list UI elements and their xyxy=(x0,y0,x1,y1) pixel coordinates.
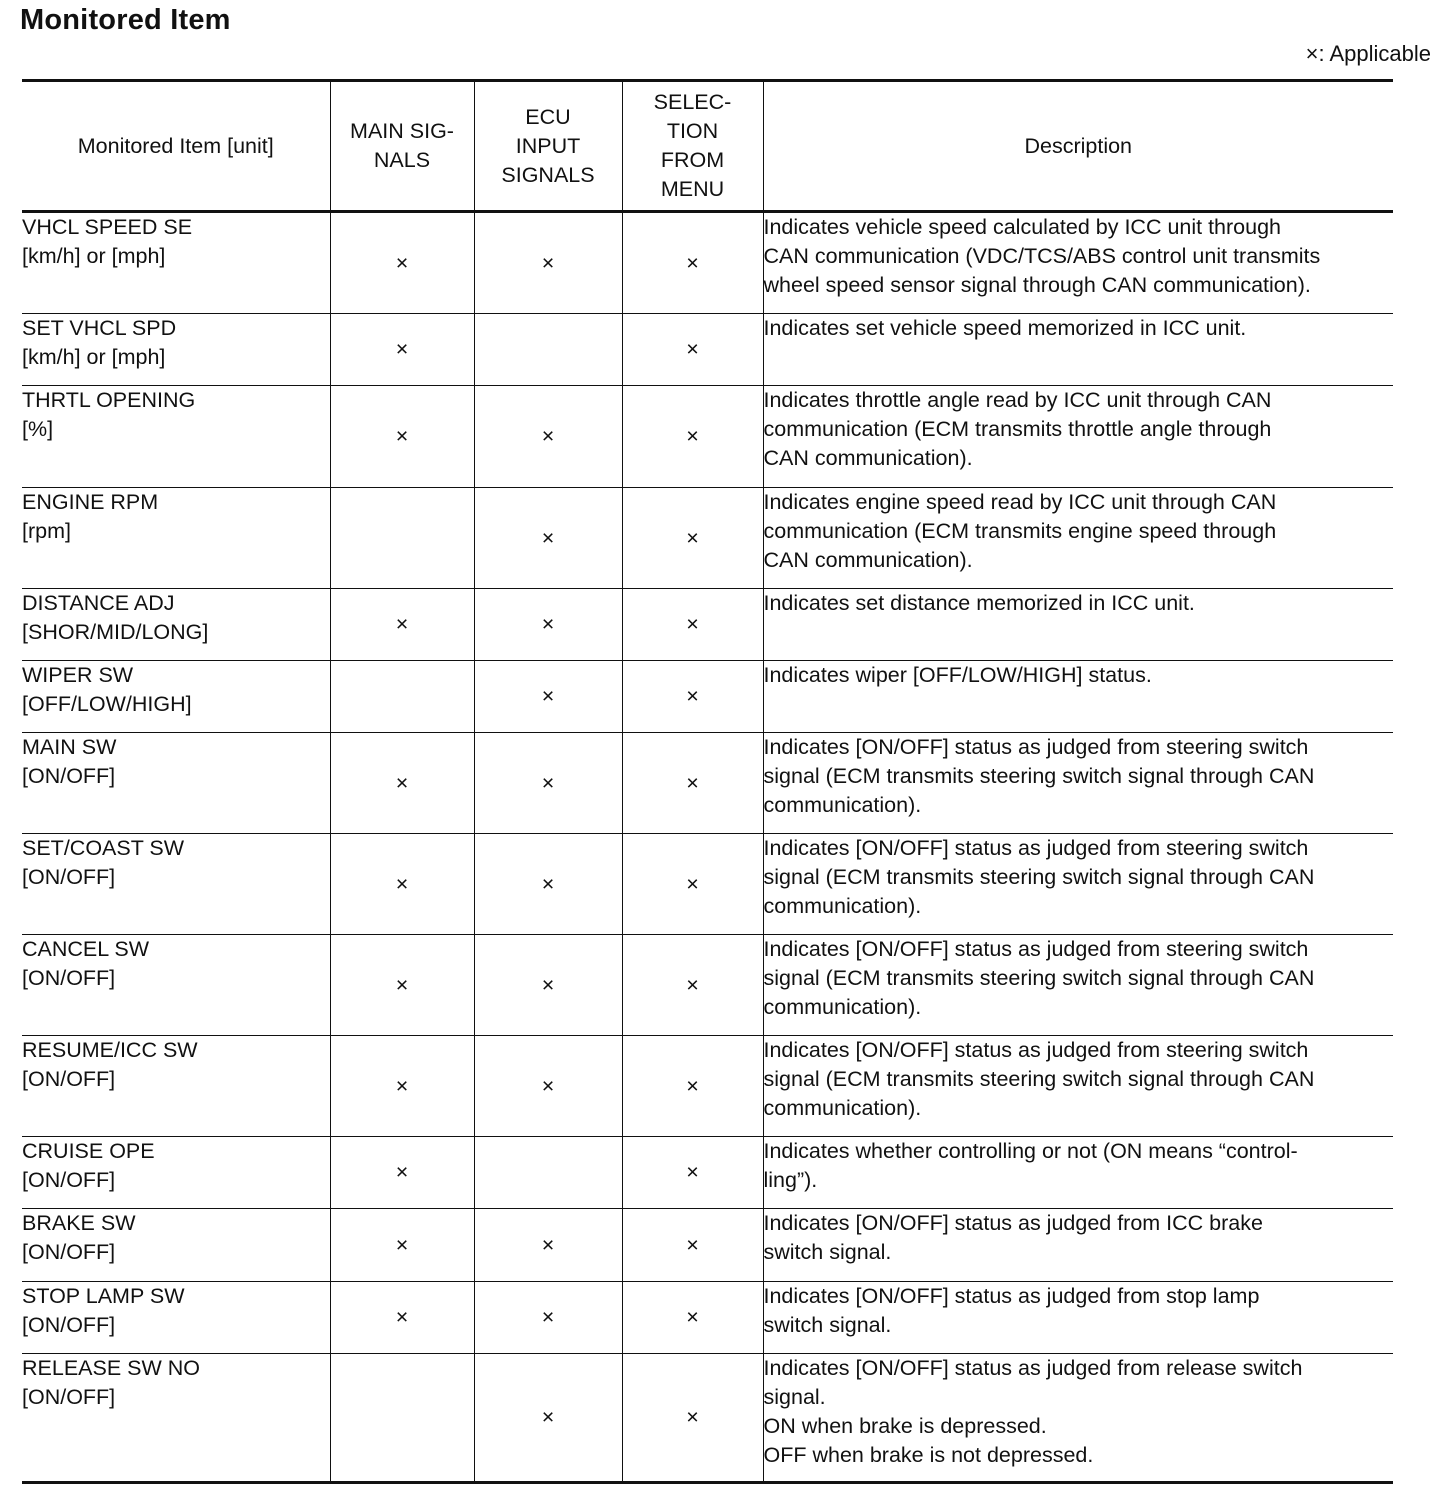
applicable-mark: × xyxy=(395,424,409,448)
applicable-mark: × xyxy=(395,972,409,997)
table-row xyxy=(22,1282,1393,1354)
applicable-mark: × xyxy=(541,1405,555,1429)
description-line: Indicates [ON/OFF] status as judged from release switch xyxy=(763,1356,1303,1380)
applicable-mark: × xyxy=(541,1305,555,1329)
ecu-input-signals-cell xyxy=(474,661,622,733)
selection-from-menu-cell xyxy=(622,661,763,733)
table-row xyxy=(22,1036,1393,1137)
item-line: [ON/OFF] xyxy=(22,764,116,788)
header-label: INPUT xyxy=(515,133,581,158)
description-line: Indicates set vehicle speed memorized in ICC unit. xyxy=(763,316,1247,340)
applicable-mark: × xyxy=(686,684,699,708)
description-line: Indicates [ON/OFF] status as judged from steering switch xyxy=(763,1038,1309,1062)
description-line: Indicates set distance memorized in ICC unit. xyxy=(763,591,1195,615)
table-row xyxy=(22,733,1393,834)
item-line: [km/h] or [mph] xyxy=(22,345,166,369)
description-cell xyxy=(763,661,1393,733)
header-label: ECU xyxy=(525,104,571,129)
applicable-mark: × xyxy=(395,1073,409,1098)
header-label: MAIN SIG- xyxy=(350,119,454,143)
item-line: ENGINE RPM xyxy=(22,490,159,514)
header-monitored-item xyxy=(22,81,330,212)
description-line: Indicates [ON/OFF] status as judged from steering switch xyxy=(763,937,1309,961)
monitored-item-cell xyxy=(22,661,330,733)
applicable-mark: × xyxy=(541,1073,555,1098)
item-line: RELEASE SW NO xyxy=(22,1356,201,1380)
applicable-mark: × xyxy=(395,1305,409,1329)
applicable-mark: × xyxy=(541,871,555,896)
description-line: Indicates [ON/OFF] status as judged from steering switch xyxy=(763,735,1309,759)
description-line: OFF when brake is not depressed. xyxy=(763,1443,1094,1467)
applicable-mark: × xyxy=(395,612,409,636)
description-line: communication (ECM transmits engine speed through xyxy=(763,519,1277,543)
main-signals-cell xyxy=(330,935,474,1036)
table-row xyxy=(22,1137,1393,1209)
description-line: signal (ECM transmits steering switch signal through CAN xyxy=(763,1067,1315,1091)
description-cell xyxy=(763,733,1393,834)
table-row xyxy=(22,314,1393,386)
description-line: ON when brake is depressed. xyxy=(763,1414,1047,1438)
applicable-mark: × xyxy=(541,972,555,997)
header-selection-from-menu xyxy=(622,81,763,212)
selection-from-menu-cell xyxy=(622,1354,763,1483)
description-line: communication). xyxy=(763,894,922,918)
applicable-mark: × xyxy=(686,1405,699,1429)
header-ecu-input-signals xyxy=(474,81,622,212)
selection-from-menu-cell xyxy=(622,834,763,935)
applicable-mark: × xyxy=(686,250,699,275)
ecu-input-signals-cell xyxy=(474,1036,622,1137)
item-line: [ON/OFF] xyxy=(22,1067,116,1091)
monitored-item-cell xyxy=(22,488,330,589)
selection-from-menu-cell xyxy=(622,488,763,589)
header-label: SIGNALS xyxy=(501,162,595,187)
applicable-mark: × xyxy=(686,612,699,636)
description-line: signal (ECM transmits steering switch signal through CAN xyxy=(763,966,1315,990)
header-label: NALS xyxy=(373,148,431,172)
ecu-input-signals-cell xyxy=(474,212,622,314)
item-line: MAIN SW xyxy=(22,735,117,759)
table-row xyxy=(22,935,1393,1036)
ecu-input-signals-cell xyxy=(474,834,622,935)
item-line: [rpm] xyxy=(22,519,71,543)
monitored-item-cell xyxy=(22,212,330,314)
table-row xyxy=(22,386,1393,488)
header-label: MENU xyxy=(660,177,725,201)
description-line: CAN communication). xyxy=(763,548,973,572)
applicable-mark: × xyxy=(686,1232,699,1257)
ecu-input-signals-cell xyxy=(474,935,622,1036)
item-line: SET/COAST SW xyxy=(22,836,185,860)
main-signals-cell xyxy=(330,834,474,935)
ecu-input-signals-cell xyxy=(474,386,622,488)
applicable-mark: × xyxy=(541,684,555,708)
table-row xyxy=(22,488,1393,589)
item-line: CANCEL SW xyxy=(22,937,150,961)
table-row xyxy=(22,589,1393,661)
monitored-item-cell xyxy=(22,589,330,661)
description-line: signal (ECM transmits steering switch signal through CAN xyxy=(763,764,1315,788)
monitored-item-cell xyxy=(22,834,330,935)
description-cell xyxy=(763,935,1393,1036)
description-line: CAN communication (VDC/TCS/ABS control unit transmits xyxy=(763,244,1321,268)
applicable-mark: × xyxy=(541,424,555,448)
main-signals-cell xyxy=(330,1354,474,1483)
applicable-mark: × xyxy=(686,424,699,448)
monitored-item-cell xyxy=(22,386,330,488)
applicable-mark: × xyxy=(686,337,699,361)
item-line: [km/h] or [mph] xyxy=(22,244,166,268)
item-line: SET VHCL SPD xyxy=(22,316,177,340)
monitored-item-cell xyxy=(22,1209,330,1282)
description-line: communication). xyxy=(763,793,922,817)
item-line: RESUME/ICC SW xyxy=(22,1038,198,1062)
description-line: Indicates [ON/OFF] status as judged from steering switch xyxy=(763,836,1309,860)
main-signals-cell xyxy=(330,314,474,386)
monitored-item-cell xyxy=(22,1137,330,1209)
selection-from-menu-cell xyxy=(622,1282,763,1354)
main-signals-cell xyxy=(330,488,474,589)
monitored-item-cell xyxy=(22,1036,330,1137)
item-line: [ON/OFF] xyxy=(22,1313,116,1337)
description-line: Indicates wiper [OFF/LOW/HIGH] status. xyxy=(763,663,1152,687)
item-line: [ON/OFF] xyxy=(22,865,116,889)
description-cell xyxy=(763,1137,1393,1209)
ecu-input-signals-cell xyxy=(474,589,622,661)
selection-from-menu-cell xyxy=(622,314,763,386)
description-cell xyxy=(763,1036,1393,1137)
table-row xyxy=(22,661,1393,733)
description-line: Indicates vehicle speed calculated by ICC unit through xyxy=(763,215,1282,239)
selection-from-menu-cell xyxy=(622,589,763,661)
applicable-mark: × xyxy=(395,871,409,896)
header-description xyxy=(763,81,1393,212)
applicable-legend: ×: Applicable xyxy=(1305,41,1431,66)
main-signals-cell xyxy=(330,1137,474,1209)
description-line: Indicates whether controlling or not (ON means “control- xyxy=(763,1139,1298,1163)
description-cell xyxy=(763,1354,1393,1483)
ecu-input-signals-cell xyxy=(474,733,622,834)
description-line: signal (ECM transmits steering switch signal through CAN xyxy=(763,865,1315,889)
monitored-item-table xyxy=(22,79,1393,1484)
main-signals-cell xyxy=(330,386,474,488)
header-main-signals xyxy=(330,81,474,212)
item-line: [ON/OFF] xyxy=(22,1168,116,1192)
header-label: FROM xyxy=(660,148,725,172)
table-row xyxy=(22,1354,1393,1483)
applicable-mark: × xyxy=(686,1160,699,1184)
description-line: Indicates [ON/OFF] status as judged from stop lamp xyxy=(763,1284,1260,1308)
table-row xyxy=(22,834,1393,935)
applicable-mark: × xyxy=(395,337,409,361)
table-body xyxy=(22,212,1393,1483)
item-line: BRAKE SW xyxy=(22,1211,136,1235)
applicable-mark: × xyxy=(541,250,555,275)
description-line: wheel speed sensor signal through CAN communication). xyxy=(763,273,1311,297)
description-cell xyxy=(763,1282,1393,1354)
ecu-input-signals-cell xyxy=(474,1282,622,1354)
description-line: Indicates [ON/OFF] status as judged from ICC brake xyxy=(763,1211,1263,1235)
header-label: Description xyxy=(1024,133,1133,158)
ecu-input-signals-cell xyxy=(474,1354,622,1483)
main-signals-cell xyxy=(330,733,474,834)
applicable-mark: × xyxy=(541,612,555,636)
monitored-item-cell xyxy=(22,1282,330,1354)
item-line: [SHOR/MID/LONG] xyxy=(22,620,209,644)
ecu-input-signals-cell xyxy=(474,488,622,589)
item-line: THRTL OPENING xyxy=(22,388,196,412)
selection-from-menu-cell xyxy=(622,1036,763,1137)
description-line: Indicates engine speed read by ICC unit through CAN xyxy=(763,490,1277,514)
description-cell xyxy=(763,488,1393,589)
main-signals-cell xyxy=(330,1036,474,1137)
description-line: communication). xyxy=(763,995,922,1019)
applicable-mark: × xyxy=(395,250,409,275)
description-cell xyxy=(763,834,1393,935)
ecu-input-signals-cell xyxy=(474,314,622,386)
main-signals-cell xyxy=(330,212,474,314)
header-label: SELEC- xyxy=(653,90,732,114)
main-signals-cell xyxy=(330,661,474,733)
selection-from-menu-cell xyxy=(622,733,763,834)
selection-from-menu-cell xyxy=(622,212,763,314)
description-line: signal. xyxy=(763,1385,826,1409)
description-line: communication (ECM transmits throttle angle through xyxy=(763,417,1272,441)
applicable-mark: × xyxy=(686,871,699,896)
applicable-mark: × xyxy=(541,770,555,795)
applicable-mark: × xyxy=(686,972,699,997)
description-cell xyxy=(763,314,1393,386)
description-cell xyxy=(763,1209,1393,1282)
main-signals-cell xyxy=(330,589,474,661)
description-line: ling”). xyxy=(763,1168,818,1192)
description-line: switch signal. xyxy=(763,1240,892,1264)
applicable-mark: × xyxy=(686,1305,699,1329)
monitored-item-cell xyxy=(22,314,330,386)
monitored-item-cell xyxy=(22,733,330,834)
description-line: CAN communication). xyxy=(763,446,973,470)
description-cell xyxy=(763,212,1393,314)
applicable-mark: × xyxy=(395,1160,409,1184)
applicable-mark: × xyxy=(686,770,699,795)
applicable-mark: × xyxy=(541,1232,555,1257)
ecu-input-signals-cell xyxy=(474,1209,622,1282)
table-row xyxy=(22,212,1393,314)
item-line: VHCL SPEED SE xyxy=(22,215,193,239)
selection-from-menu-cell xyxy=(622,1137,763,1209)
ecu-input-signals-cell xyxy=(474,1137,622,1209)
applicable-mark: × xyxy=(395,1232,409,1257)
item-line: WIPER SW xyxy=(22,663,134,687)
description-cell xyxy=(763,386,1393,488)
table-header-row xyxy=(22,81,1393,212)
monitored-item-cell xyxy=(22,935,330,1036)
item-line: CRUISE OPE xyxy=(22,1139,155,1163)
description-line: switch signal. xyxy=(763,1313,892,1337)
main-signals-cell xyxy=(330,1209,474,1282)
item-line: [OFF/LOW/HIGH] xyxy=(22,692,192,716)
selection-from-menu-cell xyxy=(622,386,763,488)
applicable-mark: × xyxy=(395,770,409,795)
item-line: [ON/OFF] xyxy=(22,1240,116,1264)
applicable-mark: × xyxy=(541,525,555,550)
item-line: [%] xyxy=(22,417,54,441)
table-row xyxy=(22,1209,1393,1282)
page-title: Monitored Item xyxy=(20,4,231,36)
main-signals-cell xyxy=(330,1282,474,1354)
selection-from-menu-cell xyxy=(622,935,763,1036)
applicable-mark: × xyxy=(686,525,699,550)
item-line: [ON/OFF] xyxy=(22,966,116,990)
item-line: [ON/OFF] xyxy=(22,1385,116,1409)
monitored-item-cell xyxy=(22,1354,330,1483)
header-label: Monitored Item [unit] xyxy=(77,133,274,158)
item-line: DISTANCE ADJ xyxy=(22,591,175,615)
selection-from-menu-cell xyxy=(622,1209,763,1282)
header-label: TION xyxy=(666,119,719,143)
description-cell xyxy=(763,589,1393,661)
description-line: Indicates throttle angle read by ICC unit through CAN xyxy=(763,388,1272,412)
description-line: communication). xyxy=(763,1096,922,1120)
applicable-mark: × xyxy=(686,1073,699,1098)
item-line: STOP LAMP SW xyxy=(22,1284,185,1308)
